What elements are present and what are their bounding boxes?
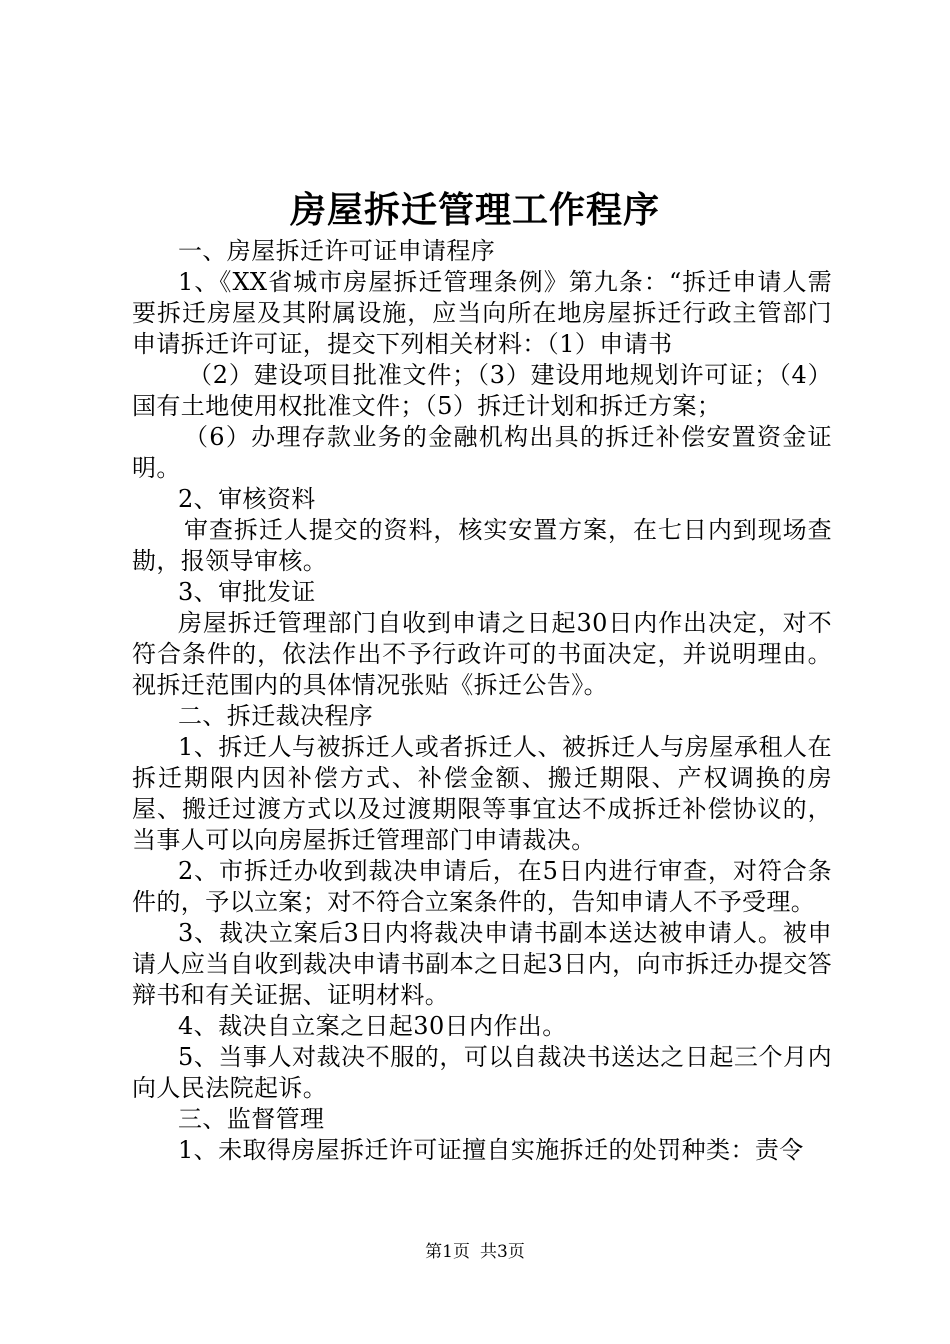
paragraph: 三、监督管理	[178, 1105, 325, 1133]
page-total: 共3页	[480, 1242, 525, 1262]
paragraph: 3、审批发证	[178, 578, 316, 606]
document-title: 房屋拆迁管理工作程序	[289, 189, 660, 231]
paragraph: 3、裁决立案后3日内将裁决申请书副本送达被申请人。被申请人应当自收到裁决申请书副本之日起3日内，向市拆迁办提交答辩书和有关证据、证明材料。	[132, 919, 832, 1009]
paragraph: 5、当事人对裁决不服的，可以自裁决书送达之日起三个月内向人民法院起诉。	[132, 1043, 832, 1102]
paragraph: 4、裁决自立案之日起30日内作出。	[178, 1012, 567, 1040]
paragraph: 审查拆迁人提交的资料，核实安置方案，在七日内到现场查勘，报领导审核。	[132, 516, 832, 575]
document-body	[132, 236, 832, 1166]
paragraph: 1、拆迁人与被拆迁人或者拆迁人、被拆迁人与房屋承租人在拆迁期限内因补偿方式、补偿金额、搬迁期限、产权调换的房屋、搬迁过渡方式以及过渡期限等事宜达不成拆迁补偿协议的，当事人可以向房屋拆迁管理部门申请裁决。	[132, 733, 832, 854]
page-number: 第1页	[425, 1242, 470, 1262]
paragraph: 二、拆迁裁决程序	[178, 702, 374, 730]
paragraph: （6）办理存款业务的金融机构出具的拆迁补偿安置资金证明。	[132, 423, 832, 482]
paragraph: 房屋拆迁管理部门自收到申请之日起30日内作出决定，对不符合条件的，依法作出不予行政许可的书面决定，并说明理由。视拆迁范围内的具体情况张贴《拆迁公告》。	[132, 609, 832, 699]
paragraph: 2、市拆迁办收到裁决申请后，在5日内进行审查，对符合条件的，予以立案；对不符合立案条件的，告知申请人不予受理。	[132, 857, 832, 916]
paragraph: （2）建设项目批准文件；（3）建设用地规划许可证；（4）国有土地使用权批准文件；（5）拆迁计划和拆迁方案；	[132, 361, 832, 420]
page-footer	[0, 1240, 950, 1264]
paragraph: 一、房屋拆迁许可证申请程序	[178, 237, 496, 265]
paragraph: 1、《XX省城市房屋拆迁管理条例》第九条：“拆迁申请人需要拆迁房屋及其附属设施，应当向所在地房屋拆迁行政主管部门申请拆迁许可证，提交下列相关材料：（1）申请书	[132, 268, 832, 358]
paragraph: 2、审核资料	[178, 485, 316, 513]
paragraph: 1、未取得房屋拆迁许可证擅自实施拆迁的处罚种类：责令	[178, 1136, 804, 1164]
